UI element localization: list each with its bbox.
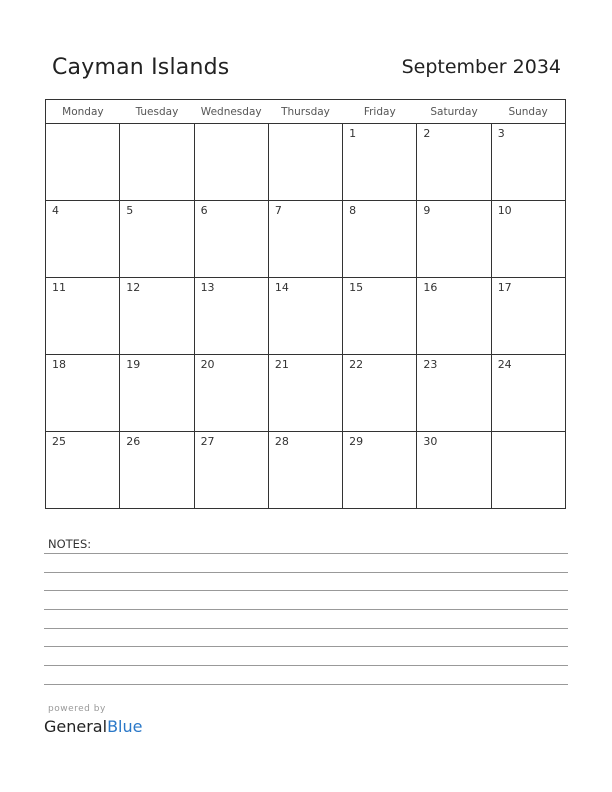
day-cell bbox=[417, 201, 491, 278]
day-number: 17 bbox=[497, 281, 512, 294]
week-row bbox=[46, 432, 566, 509]
week-row bbox=[46, 124, 566, 201]
day-cell bbox=[120, 201, 194, 278]
day-number: 30 bbox=[423, 435, 438, 448]
day-cell bbox=[46, 355, 120, 432]
notes-line bbox=[44, 572, 568, 573]
day-number: 15 bbox=[349, 281, 364, 294]
day-number bbox=[269, 124, 342, 127]
weekday-header: Monday bbox=[46, 100, 120, 124]
day-number: 4 bbox=[52, 204, 59, 217]
day-number bbox=[120, 124, 193, 127]
day-cell bbox=[268, 432, 342, 509]
day-cell bbox=[343, 201, 417, 278]
day-number: 21 bbox=[274, 358, 289, 371]
day-number bbox=[492, 432, 565, 435]
day-cell bbox=[268, 201, 342, 278]
day-cell bbox=[120, 278, 194, 355]
weekday-header: Saturday bbox=[417, 100, 491, 124]
notes-line bbox=[44, 553, 568, 554]
powered-by-text: powered by bbox=[48, 704, 106, 714]
weekday-header: Friday bbox=[343, 100, 417, 124]
day-cell bbox=[343, 278, 417, 355]
day-cell bbox=[417, 278, 491, 355]
brand-blue: Blue bbox=[107, 717, 143, 736]
day-cell bbox=[491, 201, 565, 278]
day-cell bbox=[46, 201, 120, 278]
weekday-header: Thursday bbox=[268, 100, 342, 124]
notes-line bbox=[44, 609, 568, 610]
day-number: 6 bbox=[200, 204, 208, 217]
day-cell bbox=[194, 355, 268, 432]
day-cell bbox=[417, 124, 491, 201]
day-number: 8 bbox=[349, 204, 357, 217]
day-number: 14 bbox=[274, 281, 289, 294]
day-number: 13 bbox=[200, 281, 215, 294]
day-cell bbox=[491, 124, 565, 201]
day-number: 29 bbox=[349, 435, 364, 448]
day-number: 18 bbox=[52, 358, 66, 371]
brand-logo bbox=[44, 717, 142, 736]
day-cell bbox=[268, 278, 342, 355]
day-cell bbox=[46, 124, 120, 201]
notes-line bbox=[44, 590, 568, 591]
month-title: September 2034 bbox=[401, 56, 561, 78]
day-cell bbox=[268, 355, 342, 432]
brand-general: General bbox=[44, 717, 108, 736]
day-number: 2 bbox=[423, 127, 431, 140]
day-cell bbox=[46, 432, 120, 509]
day-number: 22 bbox=[349, 358, 364, 371]
day-cell bbox=[491, 355, 565, 432]
day-number: 28 bbox=[274, 435, 289, 448]
day-number: 10 bbox=[497, 204, 512, 217]
day-cell bbox=[417, 355, 491, 432]
day-cell bbox=[194, 278, 268, 355]
day-number: 5 bbox=[126, 204, 134, 217]
weekday-header: Sunday bbox=[491, 100, 565, 124]
day-cell bbox=[417, 432, 491, 509]
day-cell bbox=[194, 201, 268, 278]
day-cell bbox=[343, 355, 417, 432]
day-number: 12 bbox=[126, 281, 141, 294]
day-cell bbox=[194, 432, 268, 509]
week-row bbox=[46, 201, 566, 278]
weekday-header: Tuesday bbox=[120, 100, 194, 124]
day-number bbox=[46, 124, 119, 127]
notes-label: NOTES: bbox=[48, 537, 92, 551]
day-cell bbox=[120, 355, 194, 432]
day-number: 24 bbox=[497, 358, 512, 371]
day-cell bbox=[343, 124, 417, 201]
weekday-header-row bbox=[46, 100, 566, 124]
day-cell bbox=[491, 432, 565, 509]
day-number: 19 bbox=[126, 358, 141, 371]
day-number: 9 bbox=[423, 204, 431, 217]
weekday-header: Wednesday bbox=[194, 100, 268, 124]
day-number: 7 bbox=[274, 204, 282, 217]
day-number: 25 bbox=[52, 435, 66, 448]
day-cell bbox=[120, 432, 194, 509]
notes-line bbox=[44, 646, 568, 647]
day-number: 23 bbox=[423, 358, 438, 371]
day-cell bbox=[194, 124, 268, 201]
week-row bbox=[46, 278, 566, 355]
day-number: 20 bbox=[200, 358, 215, 371]
day-cell bbox=[46, 278, 120, 355]
day-number: 11 bbox=[52, 281, 66, 294]
day-cell bbox=[491, 278, 565, 355]
day-number: 27 bbox=[200, 435, 215, 448]
day-number bbox=[195, 124, 268, 127]
notes-line bbox=[44, 684, 568, 685]
country-title: Cayman Islands bbox=[52, 55, 230, 80]
day-number: 1 bbox=[349, 127, 357, 140]
day-cell bbox=[268, 124, 342, 201]
notes-line bbox=[44, 665, 568, 666]
day-number: 16 bbox=[423, 281, 438, 294]
day-cell bbox=[120, 124, 194, 201]
week-row bbox=[46, 355, 566, 432]
notes-line bbox=[44, 628, 568, 629]
day-number: 3 bbox=[497, 127, 505, 140]
day-cell bbox=[343, 432, 417, 509]
calendar-grid bbox=[45, 99, 566, 509]
day-number: 26 bbox=[126, 435, 141, 448]
